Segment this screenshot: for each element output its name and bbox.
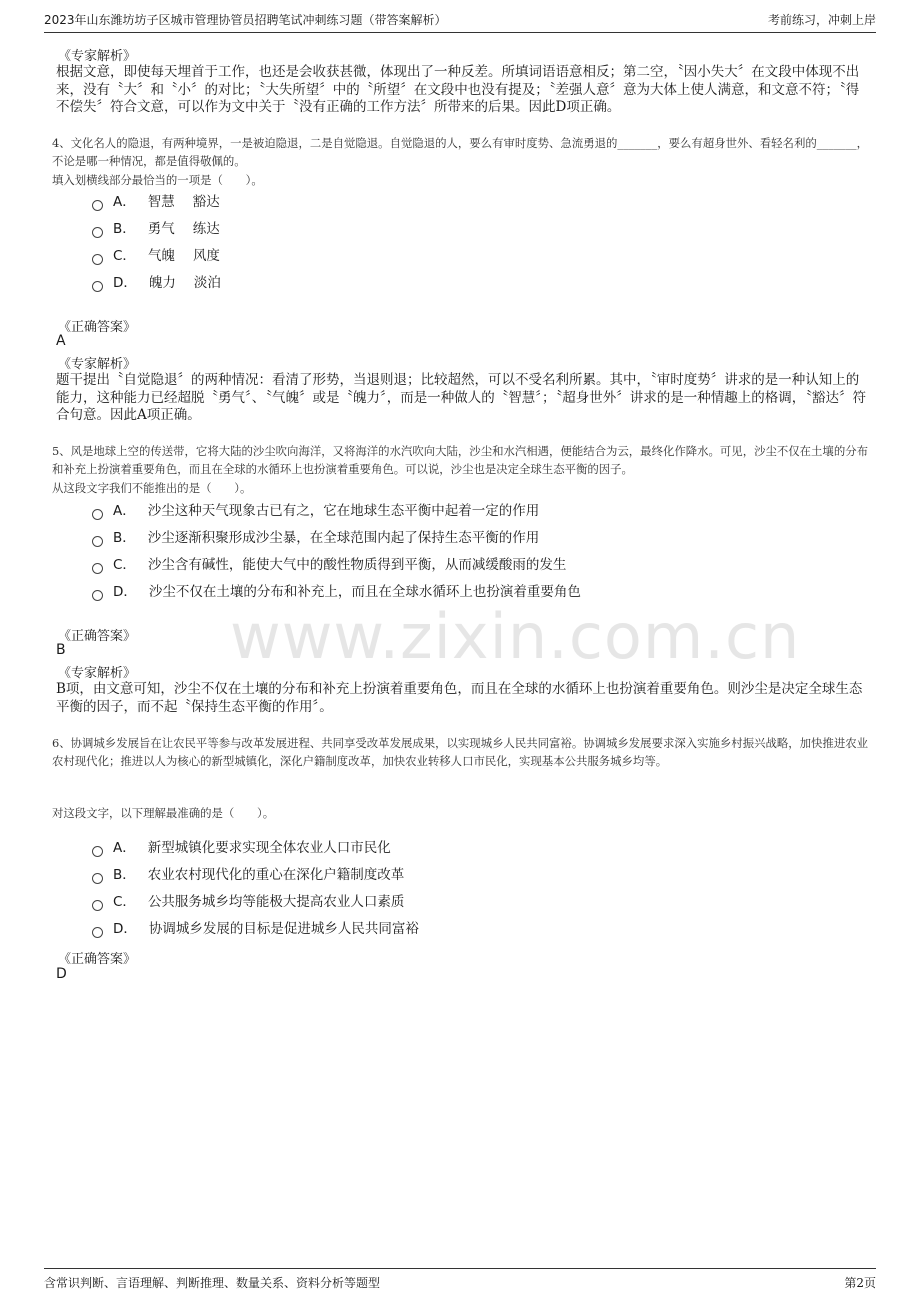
q4-option-b[interactable]: B． 勇气 练达 [92, 218, 220, 240]
q5-analysis-label: 《专家解析》 [58, 666, 137, 681]
radio-icon[interactable] [92, 900, 103, 911]
q3-analysis-text: 根据文意，即使每天埋首于工作，也还是会收获甚微，体现出了一种反差。所填词语语意相反；第二空，〝因小失大〞在文段中体现不出来，没有〝大〞和〝小〞的对比；〝大失所望〞中的〝所望〞在文段中也没有提及；〝差强人意〞意为大体上使人满意，和文意不符；〝得不偿失〞符合文意，可以作为文中关于〝没有正确的工作方法〞所带来的后果。因此D项正确。 [56, 64, 860, 115]
radio-icon[interactable] [92, 846, 103, 857]
q5-analysis-text: B项，由文意可知，沙尘不仅在土壤的分布和补充上扮演着重要角色，而且在全球的水循环上也扮演着重要角色。则沙尘是决定全球生态平衡的因子，而不起〝保持生态平衡的作用〞。 [56, 681, 863, 715]
q5-option-a[interactable]: A． 沙尘这种天气现象古已有之，它在地球生态平衡中起着一定的作用 [92, 500, 539, 522]
page-footer [44, 1268, 876, 1295]
q5-stem: 5、风是地球上空的传送带，它将大陆的沙尘吹向海洋，又将海洋的水汽吹向大陆，沙尘和水汽相遇，便能结合为云，最终化作降水。可见，沙尘不仅在土壤的分布和补充上扮演着重要角色，而且在全球的水循环上也扮演着重要角色。可以说，沙尘也是决定全球生态平衡的因子。 [52, 444, 868, 476]
q6-option-b[interactable]: B． 农业农村现代化的重心在深化户籍制度改革 [92, 864, 404, 886]
q5-answer: B [56, 642, 66, 658]
q5-option-d[interactable]: D． 沙尘不仅在土壤的分布和补充上，而且在全球水循环上也扮演着重要角色 [92, 581, 581, 603]
q4-prompt: 填入划横线部分最恰当的一项是（ ）。 [52, 173, 263, 187]
q6-stem: 6、协调城乡发展旨在让农民平等参与改革发展进程、共同享受改革发展成果，以实现城乡人民共同富裕。协调城乡发展要求深入实施乡村振兴战略，加快推进农业农村现代化；推进以人为核心的新型城镇化，深化户籍制度改革，加快农业转移人口市民化，实现基本公共服务城乡均等。 [52, 736, 868, 768]
radio-icon[interactable] [92, 227, 103, 238]
q6-answer-label: 《正确答案》 [58, 952, 137, 967]
radio-icon[interactable] [92, 536, 103, 547]
q5-option-c[interactable]: C． 沙尘含有碱性，能使大气中的酸性物质得到平衡，从而减缓酸雨的发生 [92, 554, 566, 576]
q4-option-a[interactable]: A． 智慧 豁达 [92, 191, 220, 213]
q4-option-c[interactable]: C． 气魄 风度 [92, 245, 220, 267]
q4-analysis-label: 《专家解析》 [58, 357, 137, 372]
document-title: 2023年山东潍坊坊子区城市管理协管员招聘笔试冲刺练习题（带答案解析） [44, 13, 447, 27]
q4-answer-label: 《正确答案》 [58, 320, 137, 335]
watermark: www.zixin.com.cn [230, 600, 801, 673]
q6-answer: D [56, 966, 67, 982]
header-tagline: 考前练习，冲刺上岸 [767, 13, 876, 27]
page-number: 第2页 [844, 1276, 876, 1290]
q4-analysis-text: 题干提出〝自觉隐退〞的两种情况：看清了形势，当退则退；比较超然，可以不受名利所累。其中，〝审时度势〞讲求的是一种认知上的能力，这种能力已经超脱〝勇气〞、〝气魄〞或是〝魄力〞，而是一种做人的〝智慧〞；〝超身世外〞讲求的是一种情趣上的格调，〝豁达〞符合句意。因此A项正确。 [56, 372, 866, 423]
q6-option-a[interactable]: A． 新型城镇化要求实现全体农业人口市民化 [92, 837, 391, 859]
radio-icon[interactable] [92, 563, 103, 574]
q5-answer-label: 《正确答案》 [58, 629, 137, 644]
radio-icon[interactable] [92, 927, 103, 938]
radio-icon[interactable] [92, 254, 103, 265]
q6-option-c[interactable]: C． 公共服务城乡均等能极大提高农业人口素质 [92, 891, 404, 913]
radio-icon[interactable] [92, 281, 103, 292]
radio-icon[interactable] [92, 873, 103, 884]
q4-stem: 4、文化名人的隐退，有两种境界，一是被迫隐退，二是自觉隐退。自觉隐退的人，要么有审时度势、急流勇退的_______，要么有超身世外、看轻名利的_______，不论是哪一种情况，都是值得敬佩的。 [52, 136, 868, 168]
q6-prompt: 对这段文字，以下理解最准确的是（ ）。 [52, 806, 275, 820]
footer-topics: 含常识判断、言语理解、判断推理、数量关系、资料分析等题型 [44, 1276, 381, 1290]
radio-icon[interactable] [92, 590, 103, 601]
q5-option-b[interactable]: B． 沙尘逐渐积聚形成沙尘暴，在全球范围内起了保持生态平衡的作用 [92, 527, 539, 549]
radio-icon[interactable] [92, 509, 103, 520]
q3-analysis-label: 《专家解析》 [58, 49, 137, 64]
q4-option-d[interactable]: D． 魄力 淡泊 [92, 272, 221, 294]
q6-option-d[interactable]: D． 协调城乡发展的目标是促进城乡人民共同富裕 [92, 918, 419, 940]
q5-prompt: 从这段文字我们不能推出的是（ ）。 [52, 481, 252, 495]
radio-icon[interactable] [92, 200, 103, 211]
q4-answer: A [56, 333, 66, 349]
